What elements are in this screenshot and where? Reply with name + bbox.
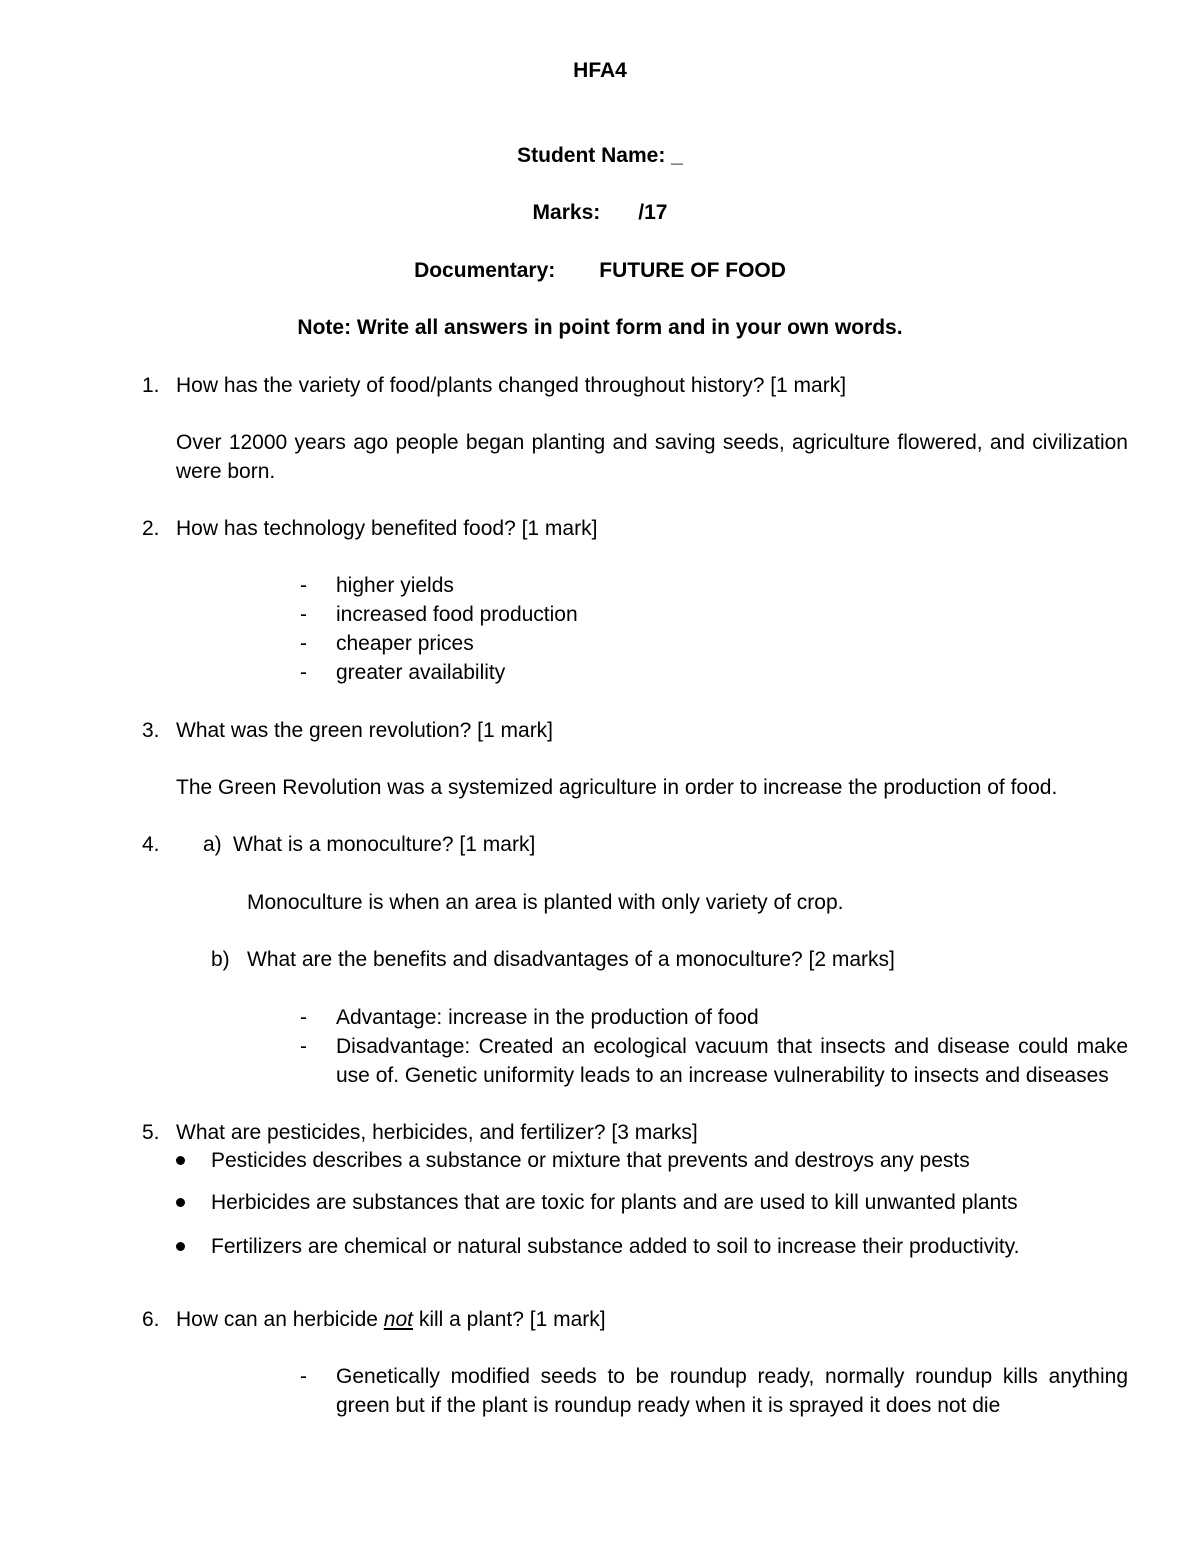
documentary-value: FUTURE OF FOOD — [599, 259, 786, 282]
marks-label: Marks: — [532, 201, 601, 224]
bullet-item: Fertilizers are chemical or natural substance added to soil to increase their productivity. — [211, 1235, 1020, 1258]
documentary-label: Documentary: — [414, 259, 556, 282]
list-dash: - — [300, 603, 307, 626]
question-1: How has the variety of food/plants changed throughout history? [1 mark] — [176, 374, 847, 397]
answer-1-line-1: Over 12000 years ago people began planting and saving seeds, agriculture flowered, and civilization — [176, 431, 1128, 454]
sub-label-a: a) — [203, 833, 222, 856]
question-5: What are pesticides, herbicides, and fertilizer? [3 marks] — [176, 1121, 698, 1144]
question-2: How has technology benefited food? [1 mark] — [176, 517, 598, 540]
student-name-label: Student Name: — [517, 144, 666, 167]
question-6 — [176, 1305, 606, 1334]
question-6-text-post: kill a plant? [1 mark] — [413, 1308, 606, 1331]
bullet-dot — [176, 1242, 185, 1251]
answer-3: The Green Revolution was a systemized agriculture in order to increase the production of food. — [176, 776, 1058, 799]
list-dash: - — [300, 632, 307, 655]
student-name-value: _ — [671, 144, 683, 167]
question-6-text-pre: How can an herbicide — [176, 1308, 384, 1331]
question-number: 4. — [142, 833, 160, 856]
answer-6-line-1: Genetically modified seeds to be roundup ready, normally roundup kills anything — [336, 1365, 1128, 1388]
question-number: 3. — [142, 719, 160, 742]
list-dash: - — [300, 1006, 307, 1029]
question-4b: What are the benefits and disadvantages of a monoculture? [2 marks] — [247, 948, 895, 971]
answer-1-line-2: were born. — [176, 460, 276, 483]
list-item: higher yields — [336, 574, 454, 597]
marks-value: /17 — [638, 201, 668, 224]
disadvantage-item-line-1: Disadvantage: Created an ecological vacuum that insects and disease could make — [336, 1035, 1128, 1058]
question-number: 5. — [142, 1121, 160, 1144]
list-dash: - — [300, 574, 307, 597]
course-code: HFA4 — [573, 59, 627, 82]
instructions-note: Note: Write all answers in point form and in your own words. — [297, 316, 903, 339]
marks-line — [0, 198, 1200, 227]
list-item: cheaper prices — [336, 632, 474, 655]
question-number: 6. — [142, 1308, 160, 1331]
list-dash: - — [300, 1035, 307, 1058]
bullet-item: Pesticides describes a substance or mixture that prevents and destroys any pests — [211, 1149, 970, 1172]
list-item: greater availability — [336, 661, 506, 684]
student-name-line — [0, 141, 1200, 170]
question-number: 1. — [142, 374, 160, 397]
emphasis-not: not — [383, 1308, 413, 1331]
sub-label-b: b) — [211, 948, 230, 971]
list-dash: - — [300, 1365, 307, 1388]
question-4a: What is a monoculture? [1 mark] — [233, 833, 536, 856]
disadvantage-item-line-2: use of. Genetic uniformity leads to an increase vulnerability to insects and diseases — [336, 1064, 1109, 1087]
list-dash: - — [300, 661, 307, 684]
bullet-dot — [176, 1156, 185, 1165]
answer-4a: Monoculture is when an area is planted with only variety of crop. — [247, 891, 844, 914]
documentary-line — [0, 256, 1200, 285]
question-3: What was the green revolution? [1 mark] — [176, 719, 554, 742]
bullet-dot — [176, 1198, 185, 1207]
answer-6-line-2: green but if the plant is roundup ready when it is sprayed it does not die — [336, 1394, 1001, 1417]
bullet-item: Herbicides are substances that are toxic for plants and are used to kill unwanted plants — [211, 1191, 1018, 1214]
advantage-item: Advantage: increase in the production of food — [336, 1006, 759, 1029]
question-number: 2. — [142, 517, 160, 540]
list-item: increased food production — [336, 603, 578, 626]
